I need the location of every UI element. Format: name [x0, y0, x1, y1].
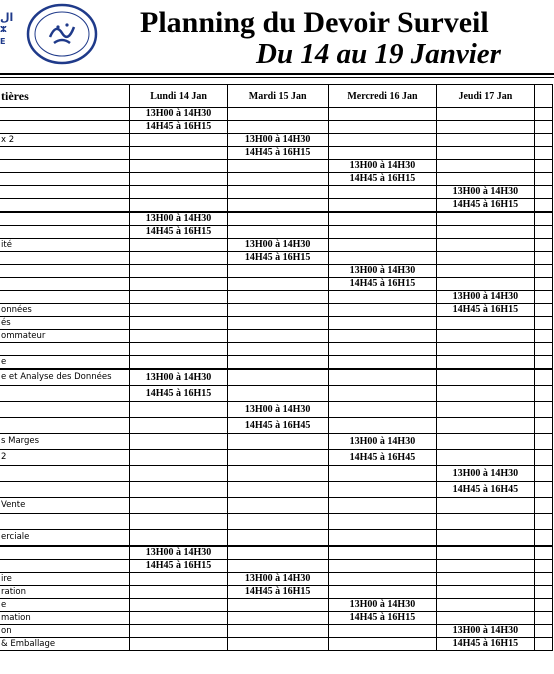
time-slot-cell: 13H00 à 14H30: [437, 186, 534, 199]
time-slot-cell: [437, 514, 534, 530]
time-slot-cell: [328, 147, 437, 160]
time-slot-cell: [130, 147, 227, 160]
time-slot-cell: [130, 625, 227, 638]
time-slot-cell: [437, 330, 534, 343]
table-row: [0, 265, 553, 278]
time-slot-cell: [328, 386, 437, 402]
subject-cell: [0, 386, 130, 402]
time-slot-cell-friday: [534, 612, 552, 625]
time-slot-cell: [328, 466, 437, 482]
time-slot-cell: [328, 560, 437, 573]
time-slot-cell: [130, 418, 227, 434]
time-slot-cell: 13H00 à 14H30: [227, 573, 328, 586]
header-divider: [0, 73, 554, 75]
university-seal-icon: [20, 3, 98, 65]
table-row: [0, 160, 553, 173]
logo-line-arabic: ال: [0, 11, 14, 24]
time-slot-cell-friday: [534, 226, 552, 239]
time-slot-cell: [437, 134, 534, 147]
time-slot-cell: 14H45 à 16H15: [227, 252, 328, 265]
time-slot-cell-friday: [534, 212, 552, 226]
time-slot-cell: [227, 450, 328, 466]
time-slot-cell: 14H45 à 16H45: [437, 482, 534, 498]
time-slot-cell: [227, 625, 328, 638]
time-slot-cell: [437, 498, 534, 514]
subject-cell: e: [0, 599, 130, 612]
time-slot-cell-friday: [534, 134, 552, 147]
time-slot-cell: [227, 186, 328, 199]
header-friday: [534, 85, 552, 108]
time-slot-cell: 14H45 à 16H15: [437, 199, 534, 213]
subject-cell: [0, 560, 130, 573]
time-slot-cell: 14H45 à 16H15: [130, 226, 227, 239]
time-slot-cell: [437, 599, 534, 612]
time-slot-cell-friday: [534, 356, 552, 370]
table-row: [0, 573, 553, 586]
time-slot-cell: 13H00 à 14H30: [328, 160, 437, 173]
time-slot-cell-friday: [534, 599, 552, 612]
header-divider-thin: [0, 77, 554, 78]
time-slot-cell: [437, 226, 534, 239]
table-row: [0, 386, 553, 402]
time-slot-cell: [227, 278, 328, 291]
time-slot-cell: [130, 530, 227, 547]
subject-cell: s Marges: [0, 434, 130, 450]
time-slot-cell: [437, 343, 534, 356]
time-slot-cell: 13H00 à 14H30: [437, 625, 534, 638]
time-slot-cell: 14H45 à 16H15: [227, 586, 328, 599]
subject-cell: [0, 121, 130, 134]
time-slot-cell: [328, 573, 437, 586]
time-slot-cell: [130, 199, 227, 213]
table-row: [0, 278, 553, 291]
time-slot-cell: 13H00 à 14H30: [437, 466, 534, 482]
table-row: [0, 482, 553, 498]
time-slot-cell: 14H45 à 16H15: [227, 147, 328, 160]
time-slot-cell-friday: [534, 369, 552, 386]
time-slot-cell: [130, 173, 227, 186]
time-slot-cell: 13H00 à 14H30: [130, 546, 227, 560]
time-slot-cell: 14H45 à 16H45: [227, 418, 328, 434]
time-slot-cell-friday: [534, 278, 552, 291]
subject-cell: [0, 402, 130, 418]
page-header: [0, 0, 554, 82]
time-slot-cell: 14H45 à 16H15: [437, 304, 534, 317]
time-slot-cell: [130, 482, 227, 498]
subject-cell: erciale: [0, 530, 130, 547]
page-title: Planning du Devoir Surveil: [140, 6, 489, 39]
time-slot-cell: [227, 304, 328, 317]
time-slot-cell: [227, 530, 328, 547]
time-slot-cell: [328, 134, 437, 147]
time-slot-cell: 13H00 à 14H30: [227, 402, 328, 418]
time-slot-cell: [130, 252, 227, 265]
table-row: [0, 134, 553, 147]
table-row: [0, 199, 553, 213]
time-slot-cell: [130, 291, 227, 304]
time-slot-cell: [437, 265, 534, 278]
subject-cell: 2: [0, 450, 130, 466]
table-row: [0, 291, 553, 304]
table-row: [0, 186, 553, 199]
logo-line-latin: E: [0, 37, 6, 46]
time-slot-cell: [130, 278, 227, 291]
time-slot-cell: [328, 226, 437, 239]
logo-line-amazigh: ⵣ: [0, 25, 7, 34]
time-slot-cell: [130, 599, 227, 612]
subject-cell: [0, 418, 130, 434]
subject-cell: [0, 466, 130, 482]
university-logo-text: [0, 12, 13, 48]
schedule-table: [0, 84, 553, 651]
time-slot-cell: 13H00 à 14H30: [130, 108, 227, 121]
time-slot-cell: [130, 356, 227, 370]
time-slot-cell: [227, 226, 328, 239]
time-slot-cell: [328, 356, 437, 370]
time-slot-cell: [227, 498, 328, 514]
time-slot-cell: [437, 239, 534, 252]
time-slot-cell: [227, 434, 328, 450]
subject-cell: on: [0, 625, 130, 638]
time-slot-cell: [227, 212, 328, 226]
subject-cell: [0, 108, 130, 121]
time-slot-cell: [437, 546, 534, 560]
time-slot-cell: [437, 434, 534, 450]
time-slot-cell: 13H00 à 14H30: [437, 291, 534, 304]
table-row: [0, 546, 553, 560]
time-slot-cell: [437, 317, 534, 330]
time-slot-cell: 14H45 à 16H15: [328, 173, 437, 186]
table-row: [0, 530, 553, 547]
time-slot-cell: [130, 330, 227, 343]
time-slot-cell-friday: [534, 173, 552, 186]
table-row: [0, 121, 553, 134]
time-slot-cell: 14H45 à 16H45: [328, 450, 437, 466]
time-slot-cell-friday: [534, 108, 552, 121]
time-slot-cell: 13H00 à 14H30: [130, 212, 227, 226]
subject-cell: e et Analyse des Données: [0, 369, 130, 386]
table-row: [0, 317, 553, 330]
time-slot-cell: [130, 160, 227, 173]
subject-cell: ration: [0, 586, 130, 599]
time-slot-cell: 13H00 à 14H30: [328, 434, 437, 450]
subject-cell: [0, 265, 130, 278]
time-slot-cell: [328, 108, 437, 121]
time-slot-cell-friday: [534, 546, 552, 560]
time-slot-cell: [227, 265, 328, 278]
time-slot-cell: 14H45 à 16H15: [130, 121, 227, 134]
time-slot-cell: [328, 586, 437, 599]
header-subjects: tières: [0, 85, 130, 108]
subject-cell: [0, 278, 130, 291]
time-slot-cell: 13H00 à 14H30: [227, 239, 328, 252]
time-slot-cell: [227, 317, 328, 330]
time-slot-cell: [437, 173, 534, 186]
time-slot-cell-friday: [534, 343, 552, 356]
time-slot-cell: [227, 108, 328, 121]
time-slot-cell: [227, 546, 328, 560]
time-slot-cell: [130, 638, 227, 651]
time-slot-cell-friday: [534, 434, 552, 450]
table-row: [0, 239, 553, 252]
time-slot-cell: [437, 108, 534, 121]
time-slot-cell: [437, 386, 534, 402]
time-slot-cell: [130, 134, 227, 147]
time-slot-cell: [437, 586, 534, 599]
subject-cell: [0, 343, 130, 356]
table-row: [0, 147, 553, 160]
subject-cell: [0, 252, 130, 265]
subject-cell: [0, 160, 130, 173]
subject-cell: ommateur: [0, 330, 130, 343]
time-slot-cell-friday: [534, 291, 552, 304]
time-slot-cell: [227, 386, 328, 402]
time-slot-cell: 13H00 à 14H30: [130, 369, 227, 386]
schedule-body: [0, 108, 553, 651]
time-slot-cell: [437, 560, 534, 573]
header-thursday: Jeudi 17 Jan: [437, 85, 534, 108]
table-row: [0, 450, 553, 466]
time-slot-cell: [328, 330, 437, 343]
time-slot-cell: [328, 498, 437, 514]
time-slot-cell-friday: [534, 482, 552, 498]
time-slot-cell-friday: [534, 450, 552, 466]
time-slot-cell: [227, 466, 328, 482]
subject-cell: [0, 514, 130, 530]
time-slot-cell: [437, 612, 534, 625]
time-slot-cell: [328, 402, 437, 418]
time-slot-cell-friday: [534, 638, 552, 651]
subject-cell: x 2: [0, 134, 130, 147]
table-row: [0, 212, 553, 226]
time-slot-cell: [437, 418, 534, 434]
time-slot-cell: [328, 514, 437, 530]
time-slot-cell-friday: [534, 147, 552, 160]
time-slot-cell: [130, 514, 227, 530]
time-slot-cell: [328, 121, 437, 134]
time-slot-cell: [227, 638, 328, 651]
table-row: [0, 226, 553, 239]
time-slot-cell: [437, 121, 534, 134]
table-row: [0, 173, 553, 186]
subject-cell: ire: [0, 573, 130, 586]
time-slot-cell: [227, 343, 328, 356]
time-slot-cell: 14H45 à 16H15: [328, 612, 437, 625]
subject-cell: [0, 199, 130, 213]
time-slot-cell: 13H00 à 14H30: [328, 599, 437, 612]
time-slot-cell: [130, 239, 227, 252]
table-row: [0, 343, 553, 356]
table-row: [0, 108, 553, 121]
time-slot-cell-friday: [534, 199, 552, 213]
subject-cell: és: [0, 317, 130, 330]
table-row: [0, 304, 553, 317]
time-slot-cell-friday: [534, 560, 552, 573]
table-row: [0, 560, 553, 573]
time-slot-cell: [227, 612, 328, 625]
subject-cell: Vente: [0, 498, 130, 514]
time-slot-cell: [437, 530, 534, 547]
time-slot-cell-friday: [534, 530, 552, 547]
table-row: [0, 514, 553, 530]
table-row: [0, 625, 553, 638]
table-row: [0, 498, 553, 514]
page-subtitle: Du 14 au 19 Janvier: [256, 38, 501, 70]
time-slot-cell: [437, 450, 534, 466]
time-slot-cell-friday: [534, 466, 552, 482]
time-slot-cell: [437, 356, 534, 370]
time-slot-cell-friday: [534, 386, 552, 402]
time-slot-cell: [437, 147, 534, 160]
table-row: [0, 418, 553, 434]
table-header-row: [0, 85, 553, 108]
time-slot-cell: [328, 186, 437, 199]
time-slot-cell: [227, 291, 328, 304]
table-row: [0, 402, 553, 418]
time-slot-cell-friday: [534, 573, 552, 586]
time-slot-cell: [328, 199, 437, 213]
time-slot-cell: [130, 434, 227, 450]
header-wednesday: Mercredi 16 Jan: [328, 85, 437, 108]
time-slot-cell: [328, 291, 437, 304]
time-slot-cell: [130, 317, 227, 330]
time-slot-cell: [328, 239, 437, 252]
table-row: [0, 369, 553, 386]
time-slot-cell: [227, 330, 328, 343]
time-slot-cell: [328, 212, 437, 226]
table-row: [0, 586, 553, 599]
time-slot-cell: [437, 212, 534, 226]
time-slot-cell: 14H45 à 16H15: [328, 278, 437, 291]
time-slot-cell: [328, 343, 437, 356]
time-slot-cell: [437, 278, 534, 291]
time-slot-cell: [227, 173, 328, 186]
time-slot-cell: [130, 186, 227, 199]
time-slot-cell-friday: [534, 239, 552, 252]
time-slot-cell-friday: [534, 418, 552, 434]
time-slot-cell-friday: [534, 160, 552, 173]
time-slot-cell: [130, 466, 227, 482]
time-slot-cell-friday: [534, 402, 552, 418]
subject-cell: [0, 147, 130, 160]
time-slot-cell: [130, 343, 227, 356]
subject-cell: mation: [0, 612, 130, 625]
subject-cell: onnées: [0, 304, 130, 317]
table-row: [0, 252, 553, 265]
table-row: [0, 599, 553, 612]
time-slot-cell: [328, 546, 437, 560]
time-slot-cell: [227, 121, 328, 134]
time-slot-cell: 14H45 à 16H15: [437, 638, 534, 651]
header-monday: Lundi 14 Jan: [130, 85, 227, 108]
time-slot-cell: 13H00 à 14H30: [328, 265, 437, 278]
time-slot-cell: [227, 160, 328, 173]
time-slot-cell: [437, 402, 534, 418]
subject-cell: & Emballage: [0, 638, 130, 651]
time-slot-cell-friday: [534, 121, 552, 134]
time-slot-cell: [130, 304, 227, 317]
time-slot-cell: [130, 586, 227, 599]
time-slot-cell: [328, 638, 437, 651]
time-slot-cell: [130, 402, 227, 418]
table-row: [0, 330, 553, 343]
time-slot-cell: [328, 418, 437, 434]
time-slot-cell: [328, 252, 437, 265]
time-slot-cell-friday: [534, 514, 552, 530]
time-slot-cell: [130, 450, 227, 466]
time-slot-cell: [130, 612, 227, 625]
time-slot-cell: [227, 369, 328, 386]
time-slot-cell-friday: [534, 186, 552, 199]
time-slot-cell-friday: [534, 252, 552, 265]
time-slot-cell: [130, 498, 227, 514]
time-slot-cell: [227, 356, 328, 370]
time-slot-cell: 14H45 à 16H15: [130, 386, 227, 402]
header-tuesday: Mardi 15 Jan: [227, 85, 328, 108]
time-slot-cell: [130, 573, 227, 586]
subject-cell: e: [0, 356, 130, 370]
table-row: [0, 356, 553, 370]
table-row: [0, 466, 553, 482]
time-slot-cell: [328, 530, 437, 547]
subject-cell: [0, 186, 130, 199]
table-row: [0, 434, 553, 450]
subject-cell: [0, 226, 130, 239]
time-slot-cell: [437, 369, 534, 386]
time-slot-cell: [227, 199, 328, 213]
time-slot-cell-friday: [534, 330, 552, 343]
time-slot-cell: [328, 304, 437, 317]
subject-cell: [0, 546, 130, 560]
time-slot-cell: [227, 482, 328, 498]
table-row: [0, 638, 553, 651]
time-slot-cell: [130, 265, 227, 278]
subject-cell: [0, 291, 130, 304]
time-slot-cell-friday: [534, 317, 552, 330]
subject-cell: ité: [0, 239, 130, 252]
time-slot-cell: [437, 573, 534, 586]
time-slot-cell-friday: [534, 304, 552, 317]
time-slot-cell: 13H00 à 14H30: [227, 134, 328, 147]
time-slot-cell: [328, 317, 437, 330]
time-slot-cell: [328, 369, 437, 386]
time-slot-cell-friday: [534, 498, 552, 514]
time-slot-cell-friday: [534, 586, 552, 599]
time-slot-cell: [437, 252, 534, 265]
subject-cell: [0, 482, 130, 498]
subject-cell: [0, 173, 130, 186]
time-slot-cell: 14H45 à 16H15: [130, 560, 227, 573]
time-slot-cell: [328, 625, 437, 638]
subject-cell: [0, 212, 130, 226]
time-slot-cell: [227, 514, 328, 530]
table-row: [0, 612, 553, 625]
time-slot-cell: [227, 560, 328, 573]
time-slot-cell-friday: [534, 265, 552, 278]
time-slot-cell-friday: [534, 625, 552, 638]
time-slot-cell: [227, 599, 328, 612]
time-slot-cell: [328, 482, 437, 498]
time-slot-cell: [437, 160, 534, 173]
